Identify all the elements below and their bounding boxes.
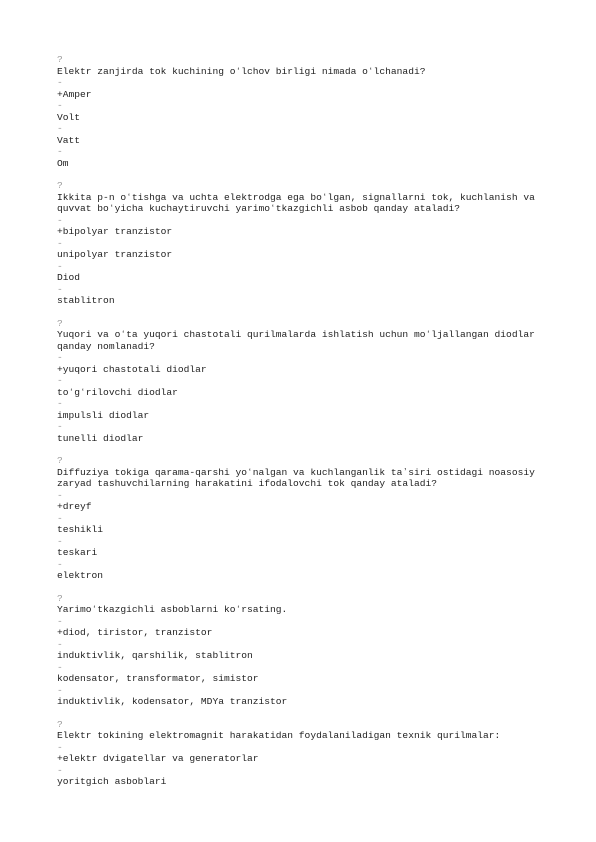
option-marker: -	[57, 100, 63, 111]
question-text: Ikkita p-n oʻtishga va uchta elektrodga ega boʻlgan, signallarni tok, kuchlanish va quvvat boʻyicha kuchaytiruvchi yarimoʻtkazgichli asbob qanday ataladi?	[57, 191, 541, 214]
option-marker: -	[57, 283, 63, 295]
option-marker: -	[57, 146, 63, 157]
answer-option: teshikli	[57, 524, 104, 535]
question-block	[57, 455, 557, 582]
option-marker: -	[57, 237, 63, 249]
answer-option: toʻgʻrilovchi diodlar	[57, 386, 178, 398]
answer-option: +dreyf	[57, 501, 92, 512]
answer-option: +diod, tiristor, tranzistor	[57, 627, 213, 638]
option-marker: -	[57, 741, 63, 753]
option-marker: -	[57, 638, 63, 650]
question-block	[57, 719, 557, 788]
answer-option: elektron	[57, 570, 104, 581]
answer-option: Diod	[57, 272, 81, 283]
answer-option: stablitron	[57, 295, 115, 306]
question-list	[57, 54, 557, 788]
answer-option: teskari	[57, 547, 98, 558]
answer-option: yoritgich asboblari	[57, 776, 167, 787]
answer-option: +elektr dvigatellar va generatorlar	[57, 753, 259, 764]
answer-option: kodensator, transformator, simistor	[57, 673, 259, 684]
question-marker: ?	[57, 718, 63, 730]
option-marker: -	[57, 661, 63, 673]
option-marker: -	[57, 764, 63, 776]
question-marker: ?	[57, 592, 63, 604]
question-text: Elektr tokining elektromagnit harakatidan foydalaniladigan texnik qurilmalar:	[57, 730, 501, 741]
question-marker: ?	[57, 54, 63, 65]
option-marker: -	[57, 684, 63, 696]
answer-option: Volt	[57, 111, 81, 123]
answer-option: +bipolyar tranzistor	[57, 226, 173, 237]
answer-option: Vatt	[57, 134, 81, 146]
question-block	[57, 318, 557, 445]
question-text: Yarimoʻtkazgichli asboblarni koʻrsating.	[57, 604, 288, 615]
question-text: Elektr zanjirda tok kuchining oʻlchov birligi nimada oʻlchanadi?	[57, 65, 426, 77]
answer-option: induktivlik, qarshilik, stablitron	[57, 650, 253, 661]
option-marker: -	[57, 375, 63, 386]
question-block	[57, 54, 557, 169]
option-marker: -	[57, 421, 63, 432]
option-marker: -	[57, 512, 63, 524]
answer-option: impulsli diodlar	[57, 409, 150, 421]
option-marker: -	[57, 214, 63, 226]
answer-option: tunelli diodlar	[57, 432, 144, 444]
option-marker: -	[57, 260, 63, 272]
option-marker: -	[57, 77, 63, 88]
option-marker: -	[57, 535, 63, 547]
answer-option: induktivlik, kodensator, MDYa tranzistor	[57, 696, 288, 707]
option-marker: -	[57, 489, 63, 501]
document-page	[57, 54, 557, 799]
answer-option: unipolyar tranzistor	[57, 249, 173, 260]
question-marker: ?	[57, 180, 63, 191]
question-text: Yuqori va oʻta yuqori chastotali qurilmalarda ishlatish uchun moʻljallangan diodlar qanday nomlanadi?	[57, 329, 541, 352]
option-marker: -	[57, 123, 63, 134]
question-marker: ?	[57, 455, 63, 466]
answer-option: Om	[57, 157, 69, 169]
question-block	[57, 180, 557, 307]
question-block	[57, 593, 557, 708]
option-marker: -	[57, 558, 63, 570]
answer-option: +Amper	[57, 88, 92, 100]
answer-option: +yuqori chastotali diodlar	[57, 363, 207, 375]
option-marker: -	[57, 615, 63, 627]
question-marker: ?	[57, 317, 63, 329]
question-text: Diffuziya tokiga qarama-qarshi yoʻnalgan va kuchlanganlik taʼsiri ostidagi noasosiy zaryad tashuvchilarning harakatini ifodalovchi tok qanday ataladi?	[57, 466, 541, 489]
option-marker: -	[57, 352, 63, 363]
option-marker: -	[57, 398, 63, 409]
